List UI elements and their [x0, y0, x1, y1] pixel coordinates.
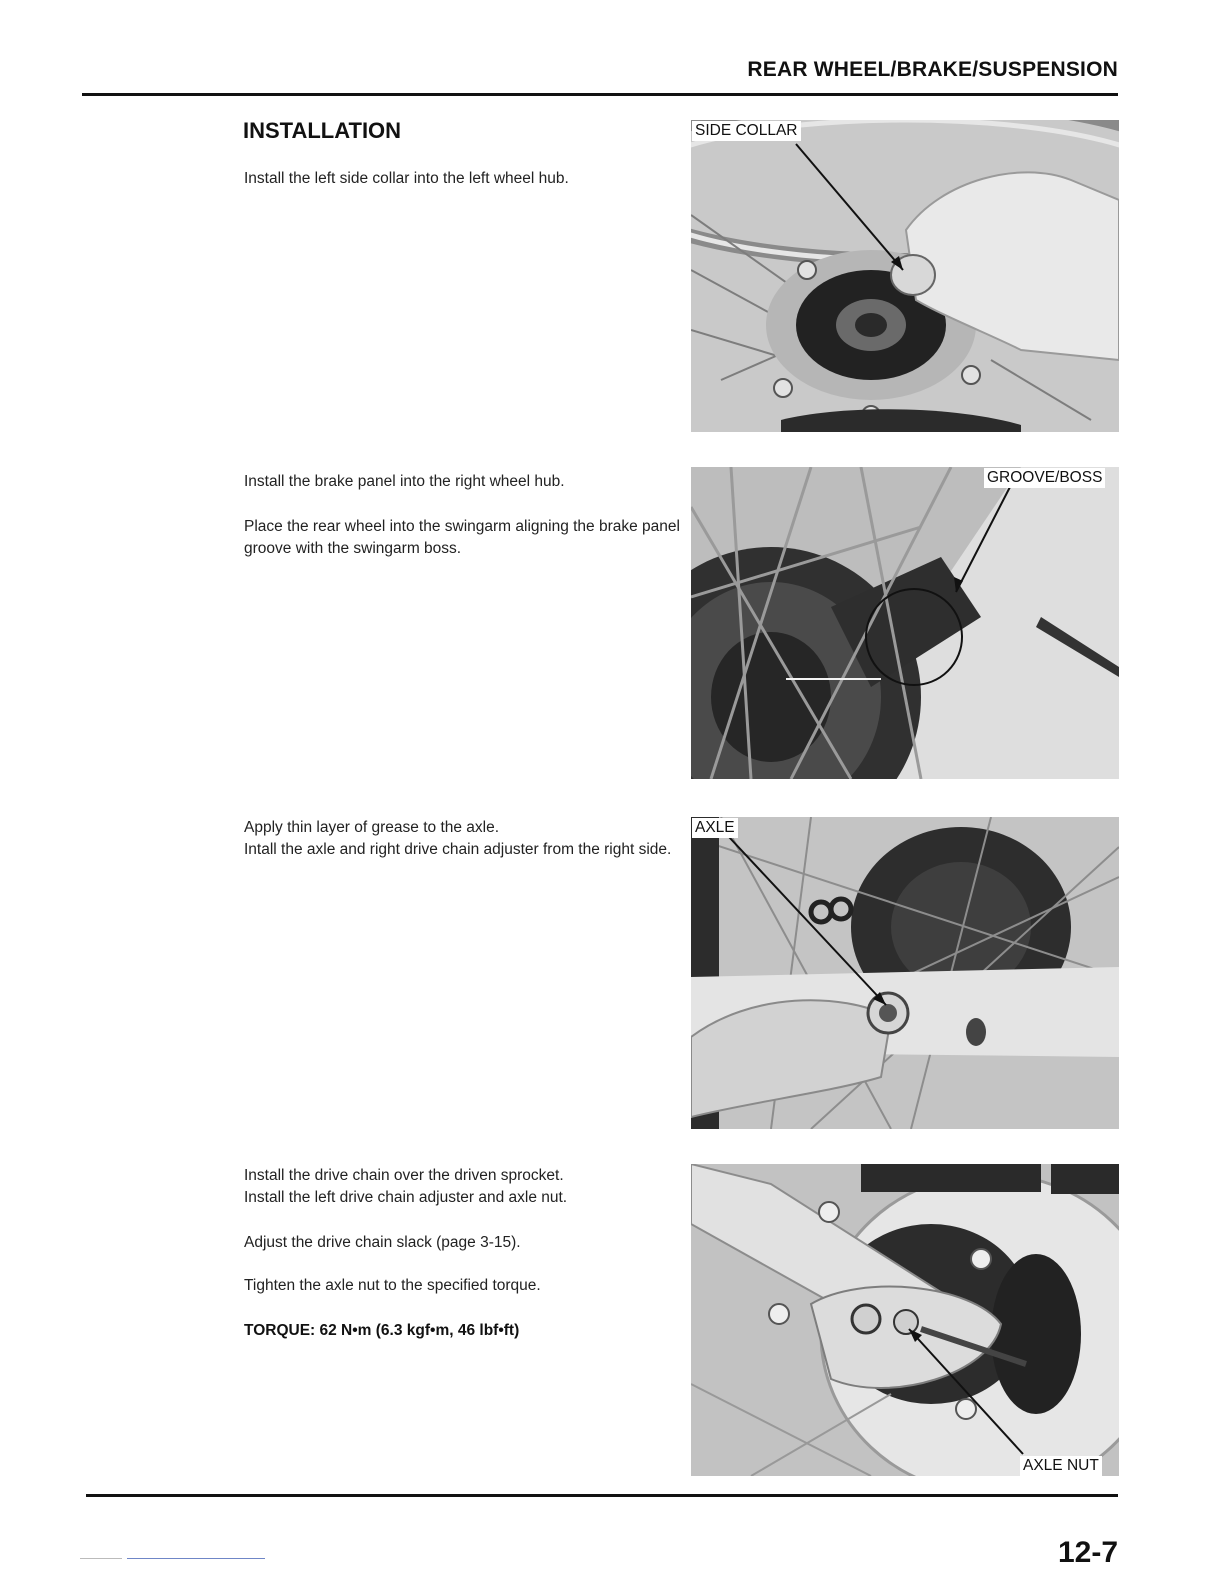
step-2-text-1: Install the brake panel into the right wheel hub.	[244, 473, 565, 490]
footer-stub	[80, 1558, 122, 1559]
side-collar-label: SIDE COLLAR	[692, 121, 801, 141]
torque-spec: TORQUE: 62 N•m (6.3 kgf•m, 46 lbf•ft)	[244, 1322, 520, 1339]
step-4-text-4: Tighten the axle nut to the specified torque.	[244, 1277, 541, 1294]
step-3-text-2: Intall the axle and right drive chain adjuster from the right side.	[244, 841, 672, 858]
axle-nut-photo	[691, 1164, 1119, 1476]
axle-photo	[691, 817, 1119, 1129]
page-number: 12-7	[1057, 1536, 1118, 1569]
step-3-text-1: Apply thin layer of grease to the axle.	[244, 819, 500, 836]
footer-link	[127, 1558, 265, 1559]
step-4-text-2: Install the left drive chain adjuster and axle nut.	[244, 1189, 568, 1206]
step-4-text-3: Adjust the drive chain slack (page 3-15).	[244, 1234, 521, 1251]
step-2-text-2: Place the rear wheel into the swingarm aligning the brake panel groove with the swingarm boss.	[244, 518, 680, 557]
axle-nut-label: AXLE NUT	[1020, 1456, 1102, 1476]
section-title: INSTALLATION	[243, 118, 402, 143]
step-4-text-1: Install the drive chain over the driven sprocket.	[244, 1167, 564, 1184]
axle-label: AXLE	[692, 818, 738, 838]
header-title: REAR WHEEL/BRAKE/SUSPENSION	[747, 58, 1118, 81]
side-collar-photo	[691, 120, 1119, 432]
header-rule	[82, 93, 1118, 96]
groove-boss-label: GROOVE/BOSS	[984, 468, 1105, 488]
groove-boss-photo	[691, 467, 1119, 779]
footer-rule	[86, 1494, 1118, 1497]
step-1-text: Install the left side collar into the left wheel hub.	[244, 170, 569, 187]
